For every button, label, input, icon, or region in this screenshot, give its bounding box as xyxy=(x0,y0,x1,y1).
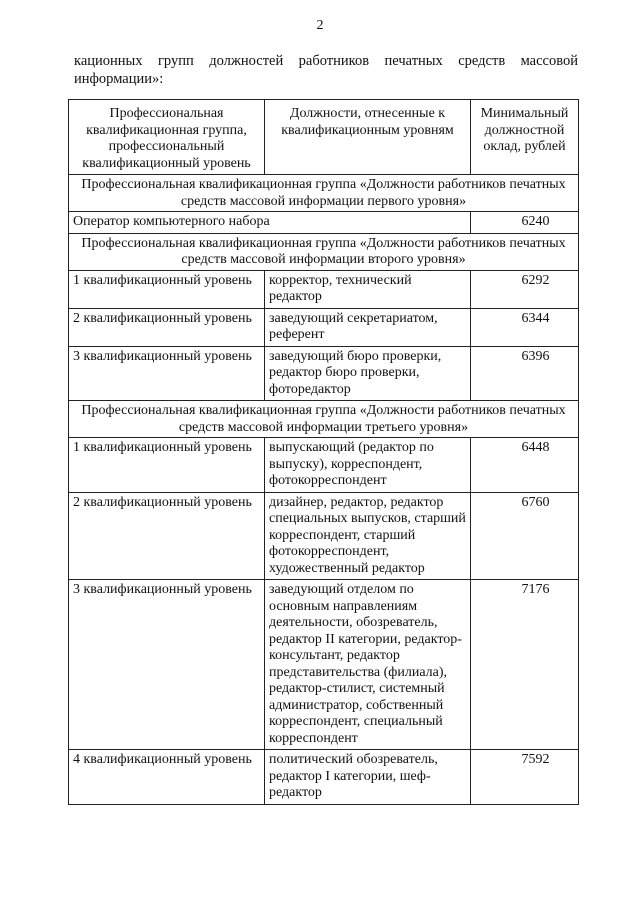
positions-cell: корректор, технический редактор xyxy=(265,270,471,308)
salary-cell: 6292 xyxy=(471,270,579,308)
positions-cell: заведующий бюро проверки, редактор бюро проверки, фоторедактор xyxy=(265,346,471,401)
level-cell: 4 квалификационный уровень xyxy=(69,750,265,805)
table-row xyxy=(69,212,579,234)
group-title-row xyxy=(69,175,579,212)
level-cell: 3 квалификационный уровень xyxy=(69,580,265,750)
salary-cell: 7176 xyxy=(471,580,579,750)
group-title-row xyxy=(69,233,579,270)
salary-cell: 6344 xyxy=(471,308,579,346)
level-cell: Оператор компьютерного набора xyxy=(69,212,471,234)
intro-text: кационных групп должностей работников печатных средств массовой информации»: xyxy=(74,53,578,87)
salary-cell: 6448 xyxy=(471,438,579,493)
table-row xyxy=(69,438,579,493)
salary-cell: 6396 xyxy=(471,346,579,401)
positions-cell: заведующий секретариатом, референт xyxy=(265,308,471,346)
group-title: Профессиональная квалификационная группа «Должности работников печатных средств массовой информации второго уровня» xyxy=(69,233,579,270)
level-cell: 2 квалификационный уровень xyxy=(69,492,265,580)
table-header-row xyxy=(69,100,579,175)
group-title-row xyxy=(69,401,579,438)
level-cell: 1 квалификационный уровень xyxy=(69,438,265,493)
table-row xyxy=(69,492,579,580)
positions-cell: дизайнер, редактор, редактор специальных выпусков, старший корреспондент, старший фотокорреспондент, художественный редактор xyxy=(265,492,471,580)
level-cell: 3 квалификационный уровень xyxy=(69,346,265,401)
table-row xyxy=(69,270,579,308)
level-cell: 2 квалификационный уровень xyxy=(69,308,265,346)
table-row xyxy=(69,308,579,346)
header-group-level: Профессиональная квалификационная группа, профессиональный квалификационный уровень xyxy=(69,100,265,175)
positions-cell: выпускающий (редактор по выпуску), корреспондент, фотокорреспондент xyxy=(265,438,471,493)
page-number: 2 xyxy=(316,18,324,33)
header-positions: Должности, отнесенные к квалификационным уровням xyxy=(265,100,471,175)
salary-cell: 6240 xyxy=(471,212,579,234)
group-title: Профессиональная квалификационная группа «Должности работников печатных средств массовой информации первого уровня» xyxy=(69,175,579,212)
salary-cell: 6760 xyxy=(471,492,579,580)
table-row xyxy=(69,750,579,805)
level-cell: 1 квалификационный уровень xyxy=(69,270,265,308)
group-title: Профессиональная квалификационная группа «Должности работников печатных средств массовой информации третьего уровня» xyxy=(69,401,579,438)
positions-cell: политический обозреватель, редактор I категории, шеф-редактор xyxy=(265,750,471,805)
table-row xyxy=(69,346,579,401)
positions-cell: заведующий отделом по основным направлениям деятельности, обозреватель, редактор II категории, редактор-консультант, редактор представительства (филиала), редактор-стилист, системный администратор, собственный корреспондент, специальный корреспондент xyxy=(265,580,471,750)
table-row xyxy=(69,580,579,750)
salary-table xyxy=(68,99,579,805)
salary-cell: 7592 xyxy=(471,750,579,805)
header-salary: Минимальный должностной оклад, рублей xyxy=(471,100,579,175)
